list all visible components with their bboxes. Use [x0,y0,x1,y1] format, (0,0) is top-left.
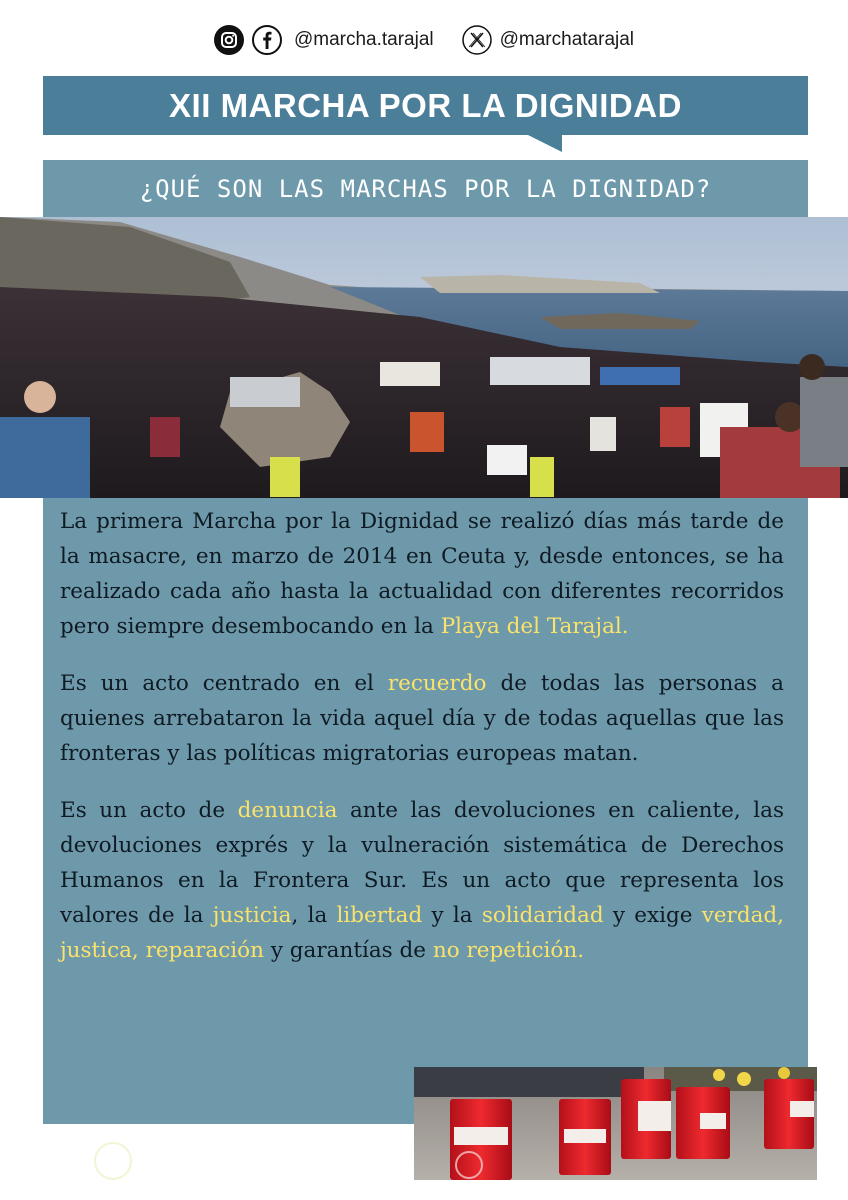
section-heading: ¿QUÉ SON LAS MARCHAS POR LA DIGNIDAD? [139,174,712,203]
crowd-beach-photo [0,217,848,498]
speech-bubble-tail [528,135,562,152]
candles-photo [414,1067,817,1180]
highlight-playa-del-tarajal: Playa del Tarajal. [440,614,629,639]
facebook-icon[interactable] [252,25,282,55]
paragraph-3: Es un acto de denuncia ante las devoluciones en caliente, las devoluciones exprés y la vulneración sistemática de Derechos Humanos en la Frontera Sur. Es un acto que representa los valores de la justicia, la libertad y la solidaridad y exige verdad, justica, reparación y garantías de no repetición. [60,798,785,963]
section-heading-bar [43,160,808,217]
highlight-recuerdo: recuerdo [387,671,487,696]
highlight-verdad-justica-reparacion: verdad, justica, reparación [60,903,785,963]
social-handles [0,20,848,60]
social-handle-ig-fb[interactable]: @marcha.tarajal [293,29,434,50]
highlight-denuncia: denuncia [237,798,338,823]
highlight-justicia: justicia [212,903,292,928]
page-title: XII MARCHA POR LA DIGNIDAD [169,86,682,124]
highlight-no-repeticion: no repetición. [432,938,585,963]
instagram-icon[interactable] [214,25,244,55]
x-logo-icon[interactable] [462,25,492,55]
highlight-solidaridad: solidaridad [481,903,604,928]
page-title-banner [43,76,808,135]
paragraph-2: Es un acto centrado en el recuerdo de todas las personas a quienes arrebataron la vida aquel día y de todas aquellas que las fronteras y las políticas migratorias europeas matan. [60,671,784,766]
paragraph-1: La primera Marcha por la Dignidad se realizó días más tarde de la masacre, en marzo de 2014 en Ceuta y, desde entonces, se ha realizado cada año hasta la actualidad con diferentes recorridos pero siempre desembocando en la Playa del Tarajal. [60,509,784,639]
social-handle-x[interactable]: @marchatarajal [499,29,635,50]
watermark-logo-icon [92,1140,134,1182]
highlight-libertad: libertad [336,903,423,928]
body-text [60,504,784,990]
